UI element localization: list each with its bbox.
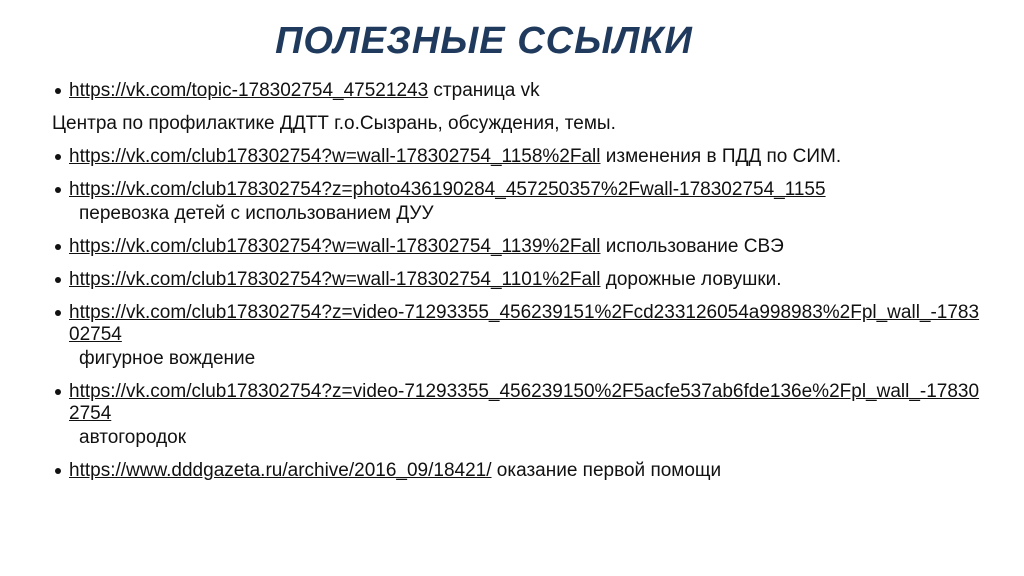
link-wall-1139[interactable]: https://vk.com/club178302754?w=wall-178302754_1139%2Fall xyxy=(69,236,601,257)
link-wall-1101[interactable]: https://vk.com/club178302754?w=wall-178302754_1101%2Fall xyxy=(69,269,601,290)
list-item xyxy=(52,269,982,291)
link-description: использование СВЭ xyxy=(605,236,784,257)
link-wall-1158[interactable]: https://vk.com/club178302754?w=wall-178302754_1158%2Fall xyxy=(69,146,601,167)
link-description: дорожные ловушки. xyxy=(605,269,782,290)
slide-title: ПОЛЕЗНЫЕ ССЫЛКИ xyxy=(275,20,693,62)
list-item xyxy=(52,80,982,102)
list-item xyxy=(52,179,982,225)
link-description: фигурное вождение xyxy=(79,348,256,369)
links-list xyxy=(52,76,982,482)
list-item xyxy=(52,381,982,449)
link-topic[interactable]: https://vk.com/topic-178302754_47521243 xyxy=(69,80,429,101)
link-description: страница vk xyxy=(428,80,540,101)
link-photo[interactable]: https://vk.com/club178302754?z=photo436190284_457250357%2Fwall-178302754_1155 xyxy=(69,179,826,200)
link-description: автогородок xyxy=(79,427,187,448)
continuation-text: Центра по профилактике ДДТТ г.о.Сызрань, обсуждения, темы. xyxy=(52,113,616,134)
list-item xyxy=(52,146,982,168)
link-description: изменения в ПДД по СИМ. xyxy=(605,146,842,167)
link-video-150[interactable]: https://vk.com/club178302754?z=video-71293355_456239150%2F5acfe537ab6fde136e%2Fpl_wall_-178302754 xyxy=(69,381,980,424)
link-dddgazeta[interactable]: https://www.dddgazeta.ru/archive/2016_09/18421/ xyxy=(69,460,492,481)
list-item xyxy=(52,302,982,370)
link-video-151[interactable]: https://vk.com/club178302754?z=video-71293355_456239151%2Fcd233126054a998983%2Fpl_wall_-178302754 xyxy=(69,302,980,345)
list-item xyxy=(52,460,982,482)
list-item xyxy=(52,236,982,258)
link-description: оказание первой помощи xyxy=(496,460,722,481)
link-description: перевозка детей с использованием ДУУ xyxy=(79,203,434,224)
